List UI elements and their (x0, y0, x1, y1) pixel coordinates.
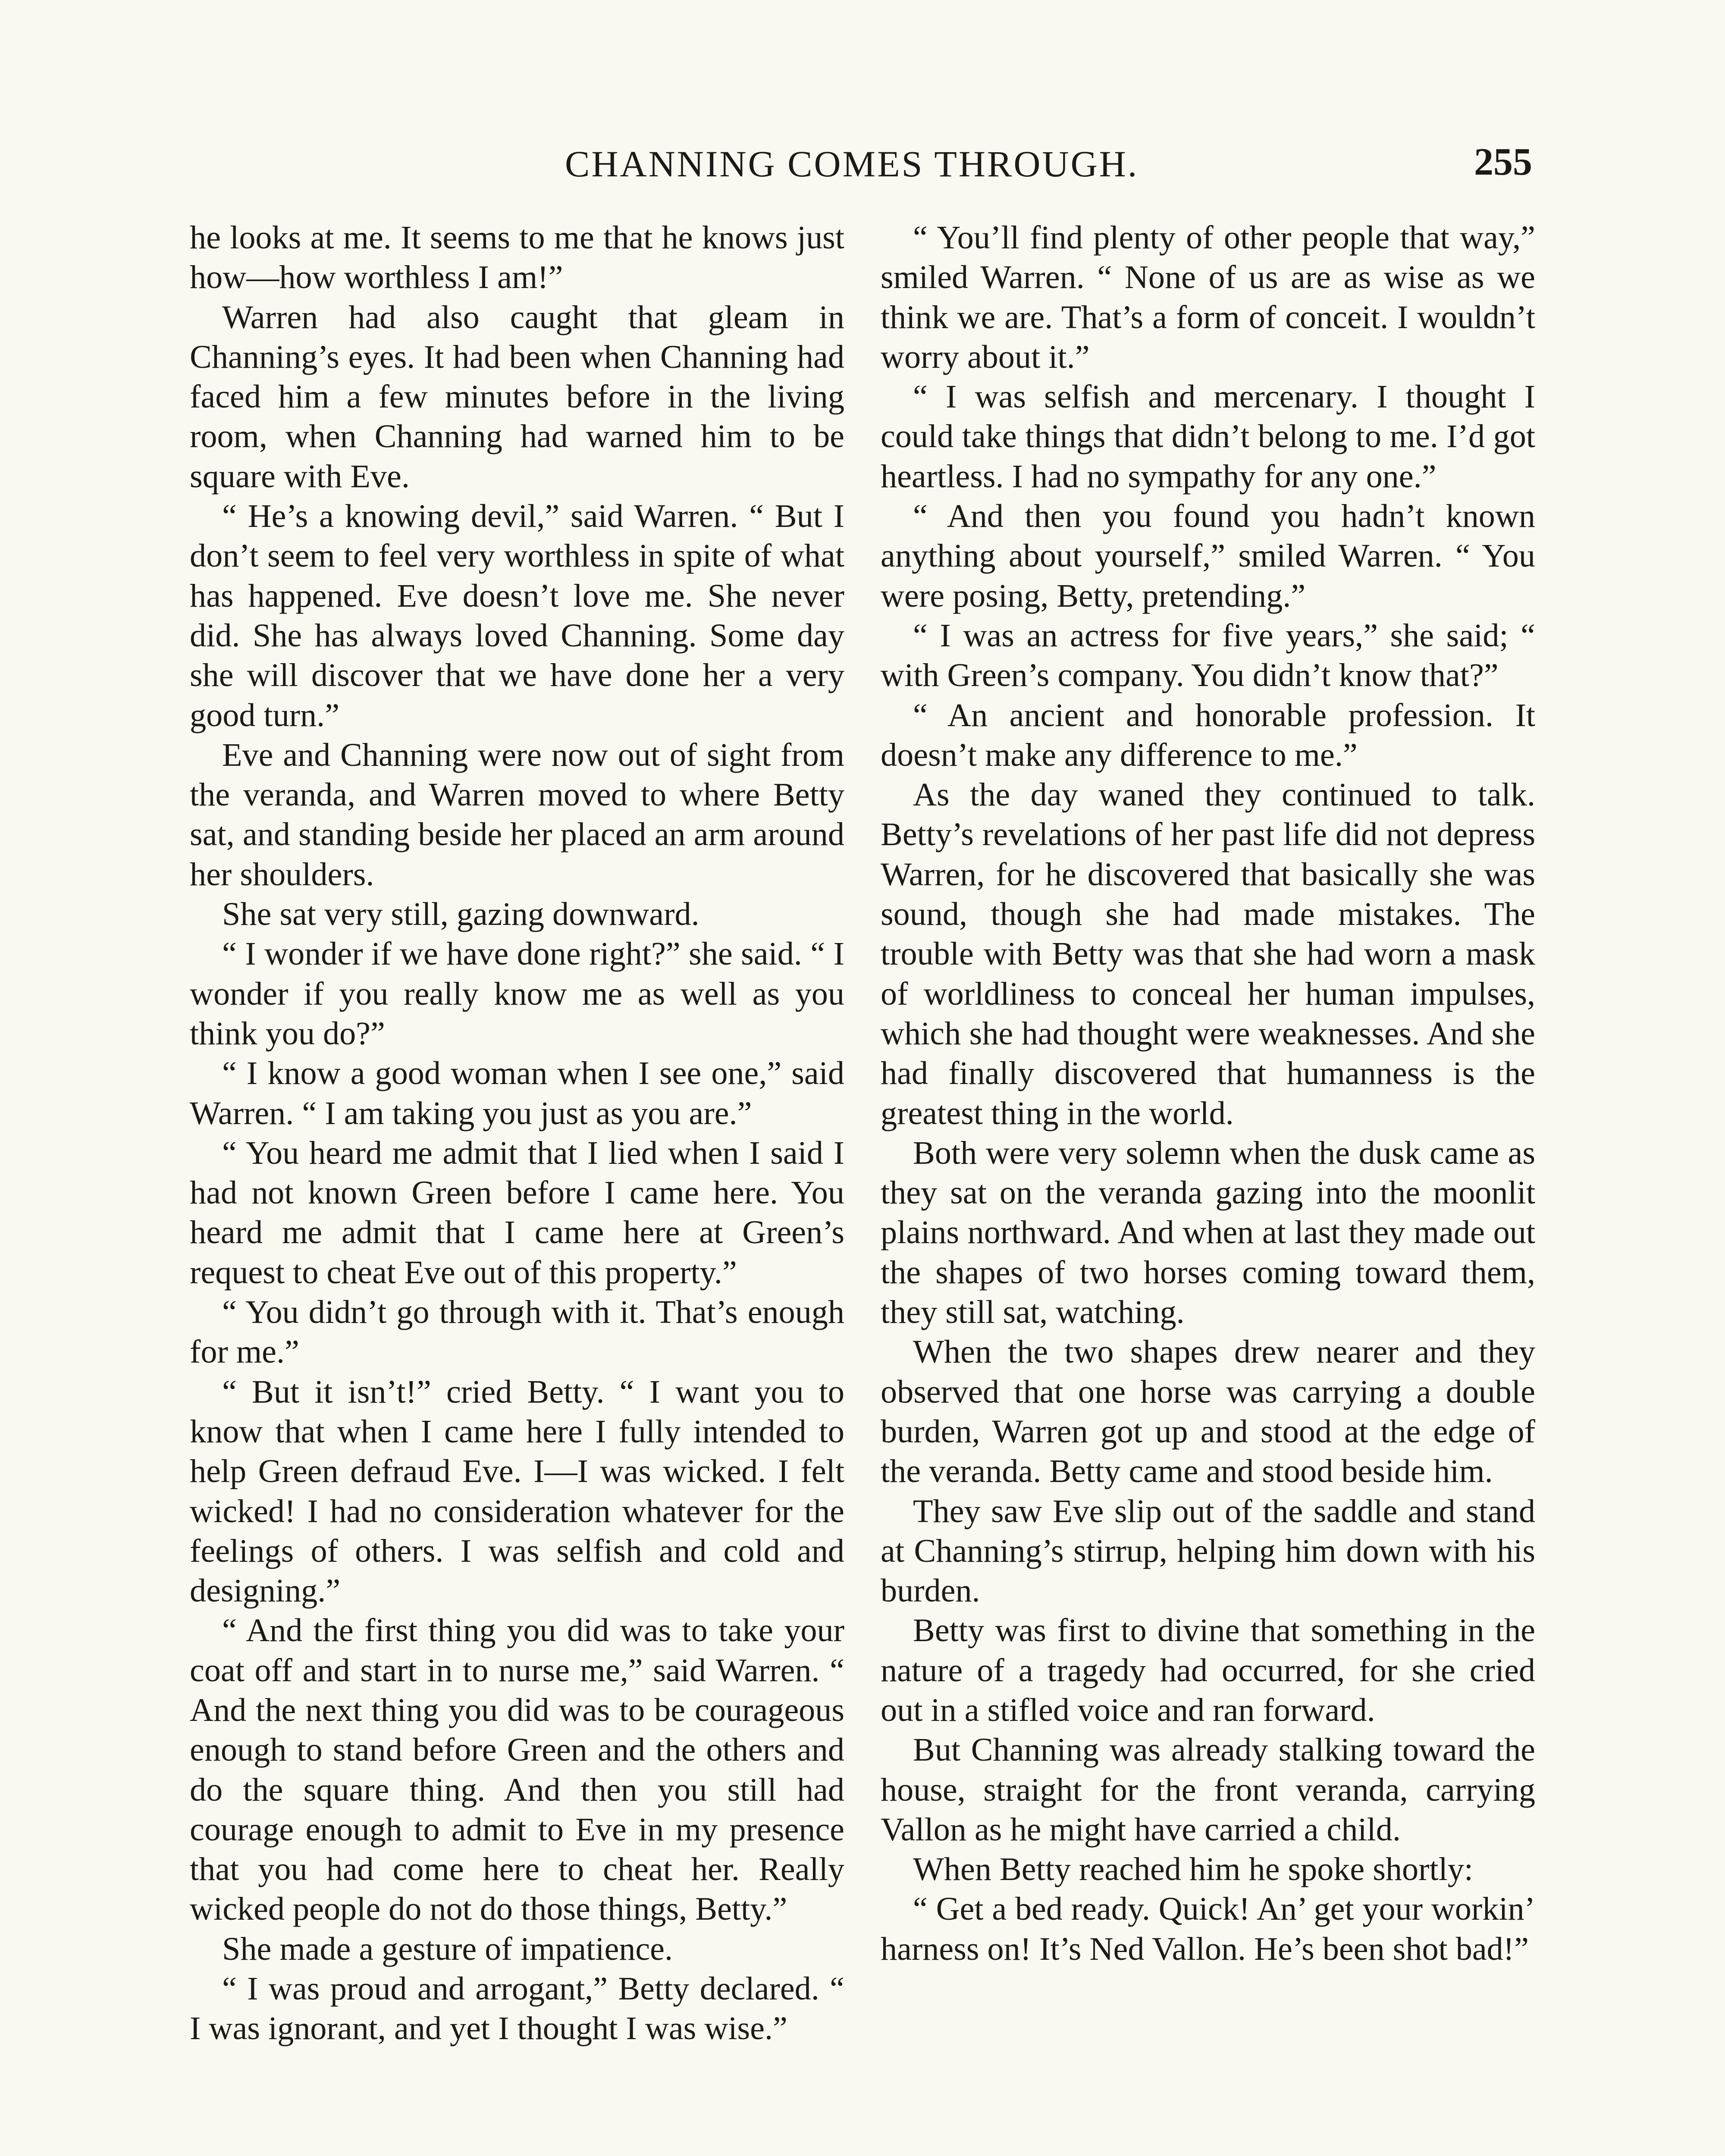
page-number: 255 (1474, 141, 1532, 183)
paragraph: he looks at me. It seems to me that he knows just how—how worthless I am!” (190, 219, 844, 296)
paragraph: They saw Eve slip out of the saddle and stand at Channing’s stirrup, helping him down with his burden. (881, 1493, 1535, 1609)
paragraph: “ And then you found you hadn’t known anything about yourself,” smiled Warren. “ You were posing, Betty, pretending.” (881, 498, 1535, 614)
paragraph: “ I was proud and arrogant,” Betty declared. “ I was ignorant, and yet I thought I was wise.” (190, 1971, 844, 2047)
paragraph: But Channing was already stalking toward the house, straight for the front veranda, carrying Vallon as he might have carried a child. (881, 1732, 1535, 1848)
paragraph: “ Get a bed ready. Quick! An’ get your workin’ harness on! It’s Ned Vallon. He’s been shot bad!” (881, 1891, 1535, 1967)
paragraph: “ I know a good woman when I see one,” said Warren. “ I am taking you just as you are.” (190, 1055, 844, 1131)
paragraph: “ You didn’t go through with it. That’s enough for me.” (190, 1294, 844, 1370)
paragraph: Warren had also caught that gleam in Channing’s eyes. It had been when Channing had faced him a few minutes before in the living room, when Channing had warned him to be square with Eve. (190, 299, 844, 495)
paragraph: Both were very solemn when the dusk came as they sat on the veranda gazing into the moonlit plains northward. And when at last they made out the shapes of two horses coming toward them, they still sat, watching. (881, 1134, 1535, 1331)
paragraph: “ I was selfish and mercenary. I thought I could take things that didn’t belong to me. I’d got heartless. I had no sympathy for any one.” (881, 379, 1535, 495)
paragraph: She made a gesture of impatience. (222, 1930, 673, 1967)
paragraph: “ He’s a knowing devil,” said Warren. “ But I don’t seem to feel very worthless in spite of what has happened. Eve doesn’t love me. She never did. She has always loved Channing. Some day she will discover that we have done her a very good turn.” (190, 498, 844, 733)
paragraph: When the two shapes drew nearer and they observed that one horse was carrying a double burden, Warren got up and stood at the edge of the veranda. Betty came and stood beside him. (881, 1334, 1535, 1490)
paragraph: As the day waned they continued to talk. Betty’s revelations of her past life did not depress Warren, for he discovered that basically she was sound, though she had made mistakes. The trouble with Betty was that she had worn a mask of worldliness to conceal her human impulses, which she had thought were weaknesses. And she had finally discovered that humanness is the greatest thing in the world. (881, 777, 1535, 1131)
paragraph: Eve and Channing were now out of sight from the veranda, and Warren moved to where Betty sat, and standing beside her placed an arm around her shoulders. (190, 736, 844, 893)
paragraph: “ And the first thing you did was to take your coat off and start in to nurse me,” said Warren. “ And the next thing you did was to be courageous enough to stand before Green and the others and do the square thing. And then you still had courage enough to admit to Eve in my presence that you had come here to cheat her. Really wicked people do not do those things, Betty.” (190, 1612, 844, 1927)
paragraph: “ You heard me admit that I lied when I said I had not known Green before I came here. You heard me admit that I came here at Green’s request to cheat Eve out of this property.” (190, 1134, 844, 1291)
paragraph: She sat very still, gazing downward. (222, 896, 699, 933)
paragraph: “ But it isn’t!” cried Betty. “ I want you to know that when I came here I fully intended to help Green defraud Eve. I—I was wicked. I felt wicked! I had no consideration whatever for the feelings of others. I was selfish and cold and designing.” (190, 1373, 844, 1609)
paragraph: “ You’ll find plenty of other people that way,” smiled Warren. “ None of us are as wise as we think we are. That’s a form of conceit. I wouldn’t worry about it.” (881, 219, 1535, 375)
paragraph: “ An ancient and honorable profession. It doesn’t make any difference to me.” (881, 697, 1535, 773)
page-header (0, 142, 1725, 194)
paragraph: Betty was first to divine that something in the nature of a tragedy had occurred, for she cried out in a stifled voice and ran forward. (881, 1612, 1535, 1728)
right-column (881, 218, 1535, 1969)
paragraph: When Betty reached him he spoke shortly: (913, 1851, 1474, 1888)
paragraph: “ I wonder if we have done right?” she said. “ I wonder if you really know me as well as you think you do?” (190, 936, 844, 1052)
left-column (190, 218, 844, 2049)
running-title: CHANNING COMES THROUGH. (565, 143, 1139, 185)
paragraph: “ I was an actress for five years,” she said; “ with Green’s company. You didn’t know that?” (881, 617, 1535, 694)
